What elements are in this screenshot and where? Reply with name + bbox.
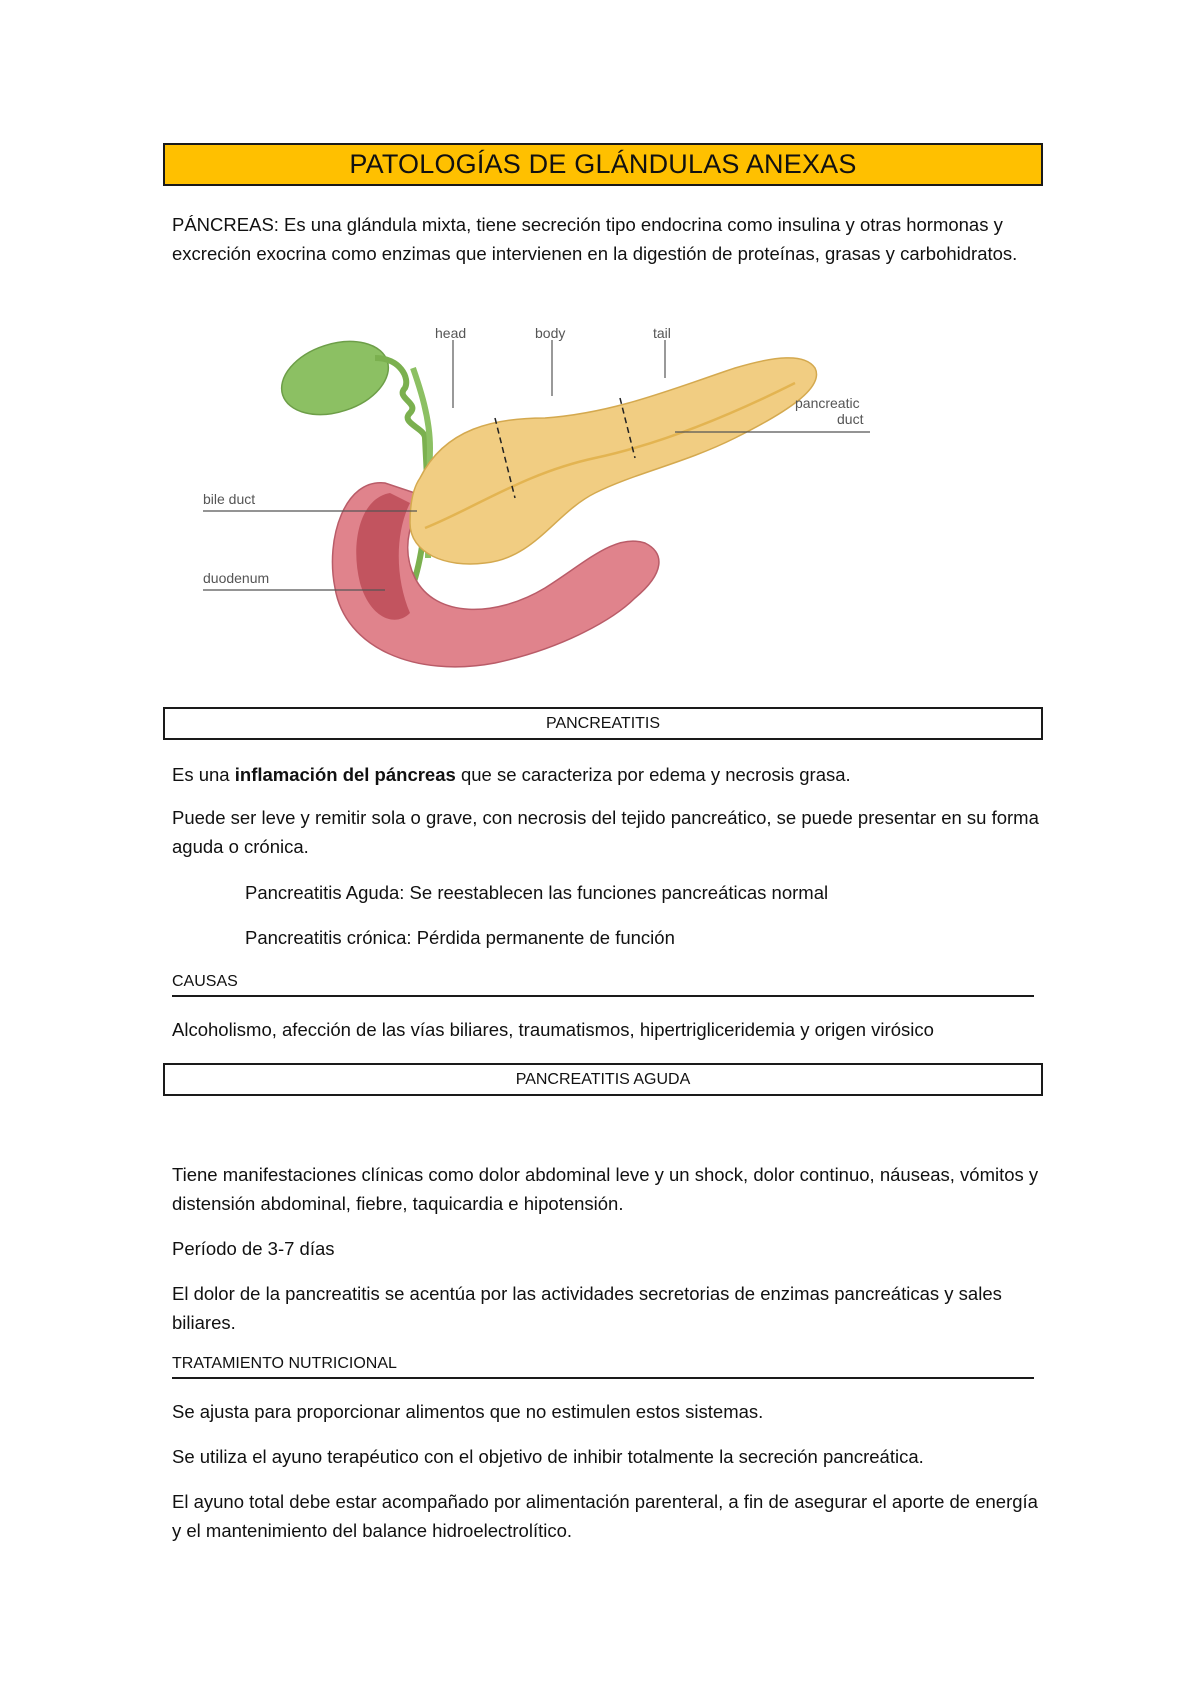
causas-heading: CAUSAS — [172, 973, 1034, 997]
pancreas-shape — [410, 358, 817, 564]
section-pancreatitis-aguda-title: PANCREATITIS AGUDA — [163, 1063, 1043, 1096]
tratamiento-heading: TRATAMIENTO NUTRICIONAL — [172, 1355, 1034, 1379]
definition-prefix: Es una — [172, 764, 235, 785]
aguda-manifestations: Tiene manifestaciones clínicas como dolor abdominal leve y un shock, dolor continuo, náuseas, vómitos y distensión abdominal, fiebre, taquicardia e hipotensión. — [172, 1164, 1039, 1214]
label-head: head — [435, 328, 467, 341]
definition-bold: inflamación del páncreas — [234, 764, 456, 785]
intro-paragraph: PÁNCREAS: Es una glándula mixta, tiene secreción tipo endocrina como insulina y otras hormonas y excreción exocrina como enzimas que intervienen en la digestión de proteínas, grasas y carbohidratos. — [172, 214, 1018, 264]
pancreatitis-severity: Puede ser leve y remitir sola o grave, con necrosis del tejido pancreático, se puede presentar en su forma aguda o crónica. — [172, 807, 1039, 857]
aguda-pain: El dolor de la pancreatitis se acentúa por las actividades secretorias de enzimas pancreáticas y sales biliares. — [172, 1283, 1002, 1333]
tratamiento-line-3: El ayuno total debe estar acompañado por alimentación parenteral, a fin de asegurar el aporte de energía y el mantenimiento del balance hidroelectrolítico. — [172, 1491, 1038, 1541]
label-tail: tail — [653, 328, 671, 341]
label-body: body — [535, 328, 566, 341]
label-duct: duct — [837, 411, 864, 427]
tratamiento-line-2: Se utiliza el ayuno terapéutico con el objetivo de inhibir totalmente la secreción pancreática. — [172, 1446, 924, 1467]
page-title: PATOLOGÍAS DE GLÁNDULAS ANEXAS — [163, 143, 1043, 186]
gallbladder-shape — [272, 329, 398, 428]
label-bile-duct: bile duct — [203, 491, 256, 507]
tratamiento-line-1: Se ajusta para proporcionar alimentos que no estimulen estos sistemas. — [172, 1401, 764, 1422]
section-pancreatitis-title: PANCREATITIS — [163, 707, 1043, 740]
definition-suffix: que se caracteriza por edema y necrosis grasa. — [455, 764, 851, 785]
pancreatitis-aguda-line: Pancreatitis Aguda: Se reestablecen las funciones pancreáticas normal — [245, 882, 829, 903]
aguda-period: Período de 3-7 días — [172, 1238, 335, 1259]
label-duodenum: duodenum — [203, 570, 270, 586]
causas-text: Alcoholismo, afección de las vías biliares, traumatismos, hipertrigliceridemia y origen virósico — [172, 1019, 934, 1040]
pancreatitis-definition — [172, 760, 1052, 789]
pancreatitis-cronica-line: Pancreatitis crónica: Pérdida permanente de función — [245, 927, 675, 948]
label-pancreatic: pancreatic — [795, 395, 860, 411]
pancreas-diagram — [195, 328, 885, 678]
